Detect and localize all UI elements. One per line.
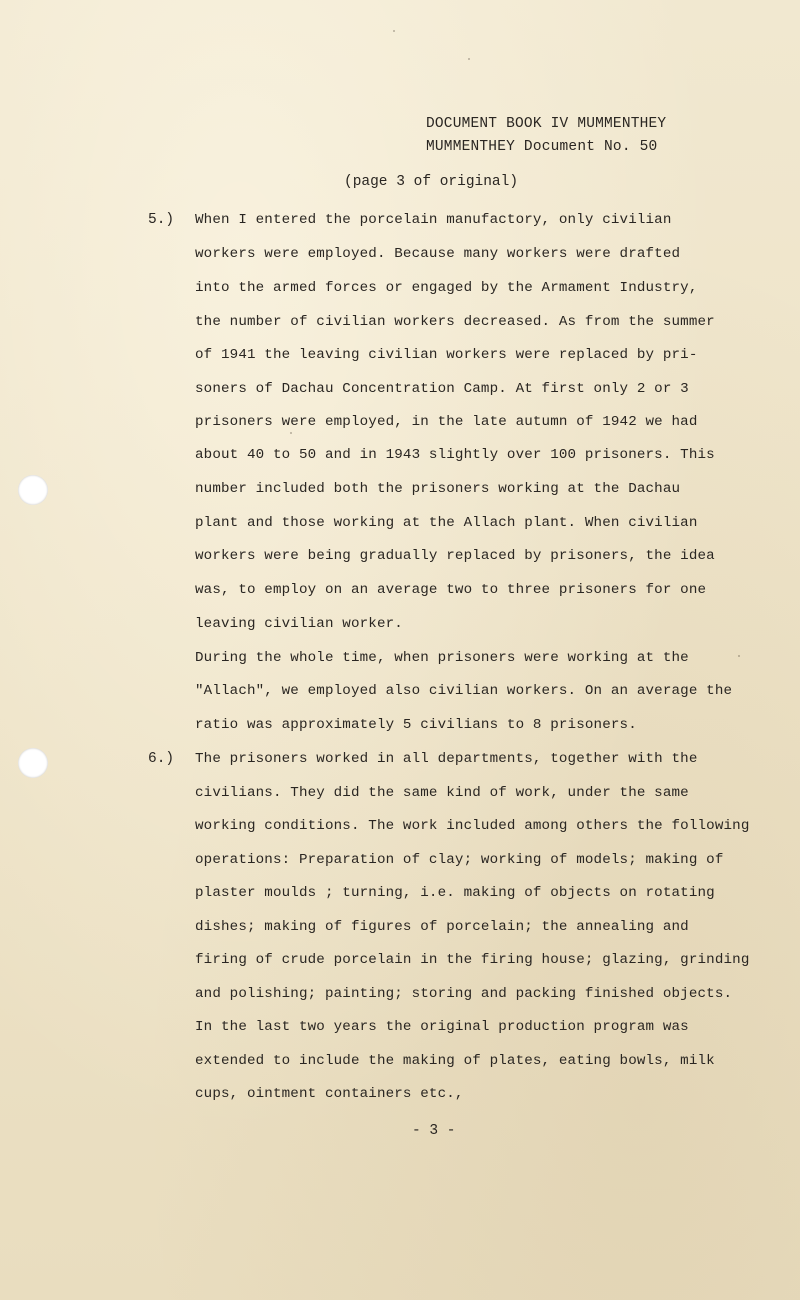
document-book-header: DOCUMENT BOOK IV MUMMENTHEY: [426, 116, 667, 132]
text-line: into the armed forces or engaged by the Armament Industry,: [195, 280, 698, 296]
text-line: plaster moulds ; turning, i.e. making of objects on rotating: [195, 885, 715, 901]
text-line: dishes; making of figures of porcelain; the annealing and: [195, 919, 689, 935]
text-line: operations: Preparation of clay; working of models; making of: [195, 852, 724, 868]
text-line: When I entered the porcelain manufactory, only civilian: [195, 212, 672, 228]
paper-speck: [393, 30, 395, 32]
text-line: workers were being gradually replaced by prisoners, the idea: [195, 548, 715, 564]
punch-hole-bottom: [18, 748, 48, 778]
paper-speck: [290, 432, 292, 434]
document-number-header: MUMMENTHEY Document No. 50: [426, 139, 658, 155]
paper-speck: [468, 58, 470, 60]
text-line: extended to include the making of plates, eating bowls, milk: [195, 1053, 715, 1069]
text-line: firing of crude porcelain in the firing house; glazing, grinding: [195, 952, 750, 968]
text-line: civilians. They did the same kind of work, under the same: [195, 785, 689, 801]
text-line: In the last two years the original production program was: [195, 1019, 689, 1035]
text-line: leaving civilian worker.: [195, 616, 403, 632]
page-number: - 3 -: [412, 1123, 456, 1139]
text-line: ratio was approximately 5 civilians to 8 prisoners.: [195, 717, 637, 733]
text-line: the number of civilian workers decreased. As from the summer: [195, 314, 715, 330]
page-reference: (page 3 of original): [344, 174, 519, 190]
text-line: and polishing; painting; storing and packing finished objects.: [195, 986, 733, 1002]
punch-hole-top: [18, 475, 48, 505]
text-line: of 1941 the leaving civilian workers were replaced by pri-: [195, 347, 698, 363]
text-line: cups, ointment containers etc.,: [195, 1086, 464, 1102]
paragraph-number: 5.): [148, 212, 175, 228]
text-line: "Allach", we employed also civilian workers. On an average the: [195, 683, 733, 699]
text-line: During the whole time, when prisoners were working at the: [195, 650, 689, 666]
text-line: was, to employ on an average two to three prisoners for one: [195, 582, 707, 598]
text-line: prisoners were employed, in the late autumn of 1942 we had: [195, 414, 698, 430]
text-line: number included both the prisoners working at the Dachau: [195, 481, 681, 497]
text-line: workers were employed. Because many workers were drafted: [195, 246, 681, 262]
text-line: working conditions. The work included among others the following: [195, 818, 750, 834]
paper-speck: [738, 655, 740, 657]
text-line: soners of Dachau Concentration Camp. At first only 2 or 3: [195, 381, 689, 397]
paragraph-number: 6.): [148, 751, 175, 767]
text-line: The prisoners worked in all departments, together with the: [195, 751, 698, 767]
text-line: about 40 to 50 and in 1943 slightly over 100 prisoners. This: [195, 447, 715, 463]
text-line: plant and those working at the Allach plant. When civilian: [195, 515, 698, 531]
